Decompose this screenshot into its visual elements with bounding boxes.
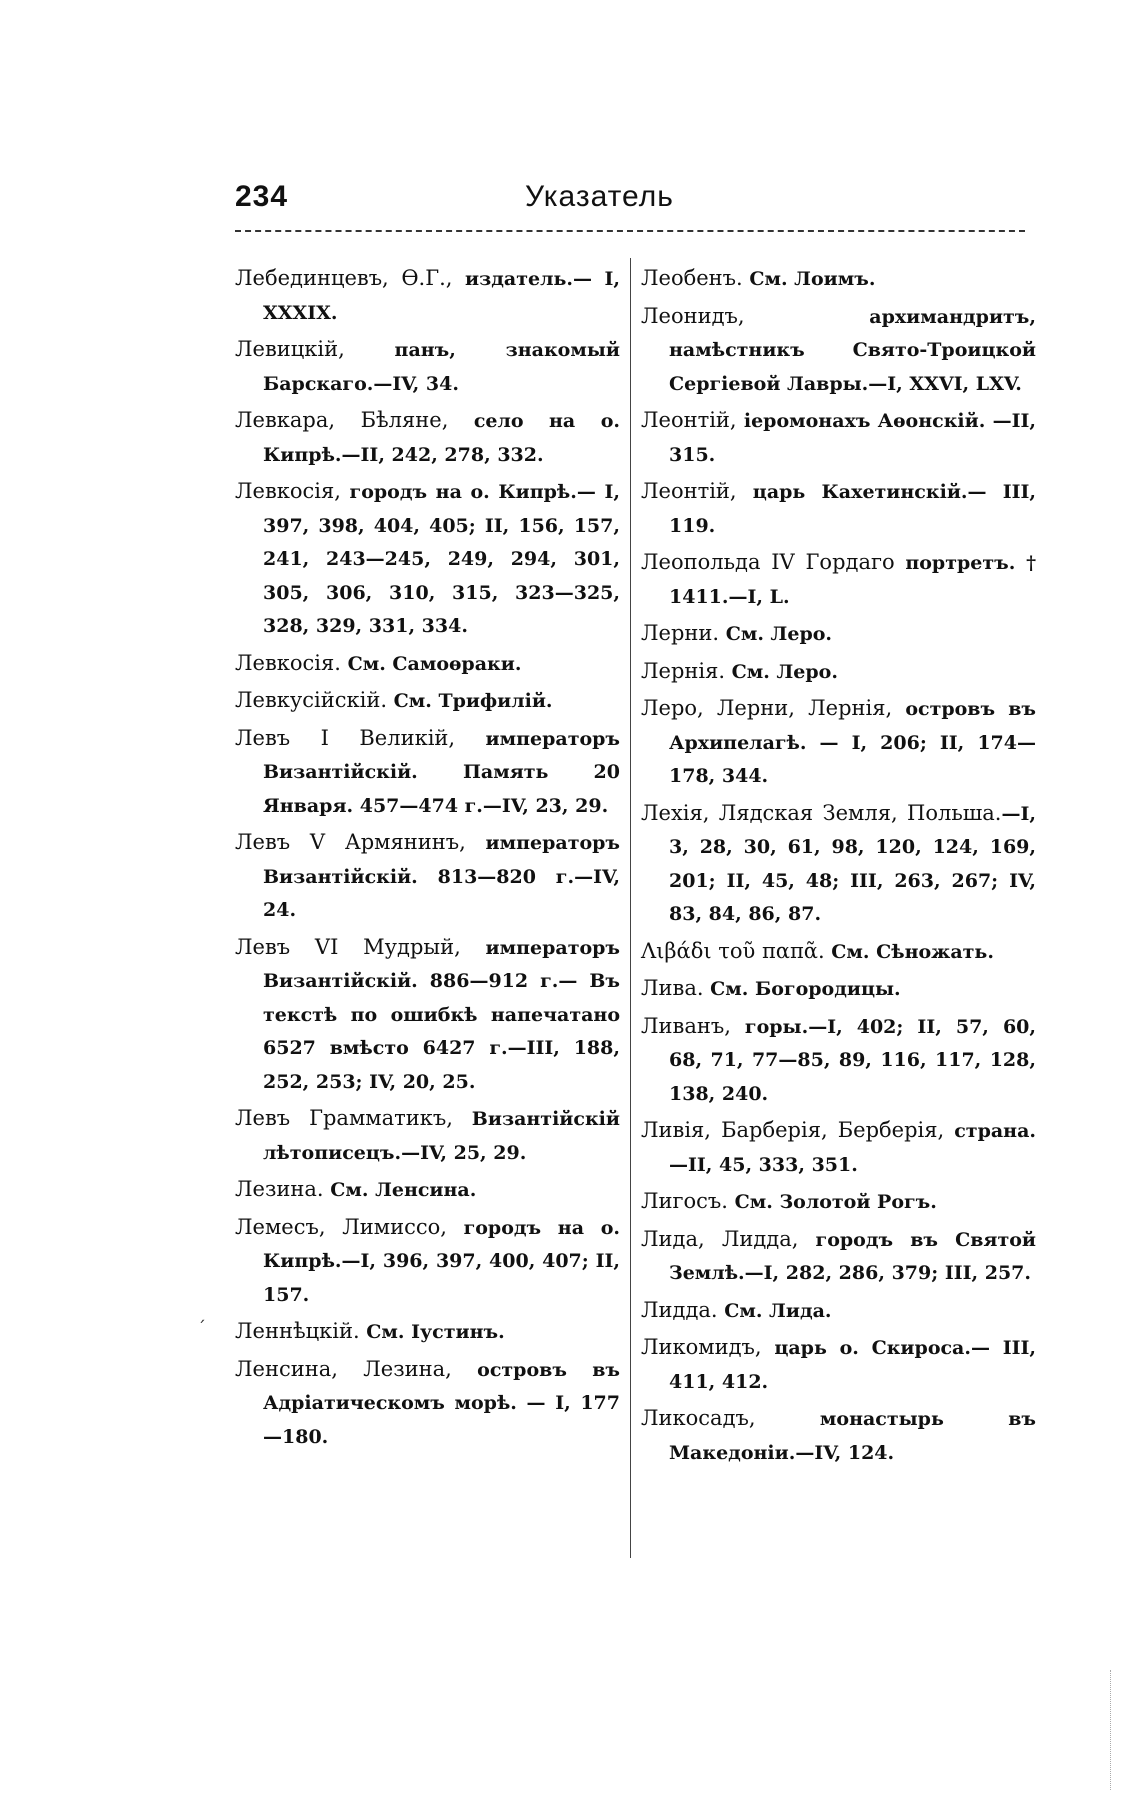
entry-body: панъ, знакомый Барскаго.—IV, 34. bbox=[263, 339, 620, 395]
entry-body: горы.—I, 402; II, 57, 60, 68, 71, 77—85, 89, 116, 117, 128, 138, 240. bbox=[669, 1015, 1036, 1105]
entry-body: См. Богородицы. bbox=[703, 978, 901, 1000]
entry-headword: Леопольда IV Гордаго bbox=[641, 550, 895, 574]
entry-body: островъ въ Адріатическомъ морѣ. — I, 177—180. bbox=[263, 1358, 620, 1448]
index-entry bbox=[641, 262, 1036, 296]
entry-headword: Леонидъ, bbox=[641, 303, 745, 328]
entry-headword: Левкосія. bbox=[235, 650, 341, 675]
entry-headword: Ливанъ, bbox=[641, 1013, 731, 1038]
index-entry bbox=[641, 404, 1036, 471]
entry-headword: Лезина. bbox=[235, 1177, 324, 1201]
entry-body: См. Леро. bbox=[725, 660, 838, 683]
index-entry bbox=[235, 1102, 620, 1169]
page-header bbox=[235, 180, 1025, 220]
index-entry bbox=[641, 1294, 1036, 1328]
stray-mark: ´ bbox=[197, 1318, 206, 1339]
entry-headword: Лигосъ. bbox=[641, 1189, 728, 1213]
index-entry bbox=[235, 722, 620, 823]
entry-headword: Левкусійскій. bbox=[235, 688, 388, 712]
entry-headword: Лерни. bbox=[641, 621, 720, 645]
left-column bbox=[235, 262, 620, 1457]
entry-body: императоръ Византійскій. Память 20 Января. 457—474 г.—IV, 23, 29. bbox=[263, 727, 620, 817]
entry-headword: Лива. bbox=[641, 976, 704, 1000]
page-number: 234 bbox=[235, 180, 289, 213]
entry-body: императоръ Византійскій. 813—820 г.—IV, 24. bbox=[263, 832, 620, 921]
header-rule bbox=[235, 230, 1025, 232]
entry-body: царь Кахетинскій.— III, 119. bbox=[669, 481, 1036, 537]
index-entry bbox=[235, 647, 620, 681]
entry-body: См. Сѣножать. bbox=[824, 940, 994, 963]
entry-headword: Левкосія, bbox=[235, 479, 341, 503]
column-divider bbox=[630, 258, 631, 1558]
entry-headword: Λιβάδι τοῦ παπᾶ. bbox=[641, 938, 825, 963]
entry-body: См. Самоѳраки. bbox=[340, 652, 522, 675]
entry-headword: Левкара, Бѣляне, bbox=[235, 408, 449, 432]
entry-headword: Ликомидъ, bbox=[641, 1335, 762, 1359]
entry-headword: Левицкій, bbox=[235, 337, 345, 361]
entry-body: островъ въ Архипелагѣ. — I, 206; II, 174—178, 344. bbox=[669, 698, 1036, 787]
index-entry bbox=[641, 972, 1036, 1006]
entry-body: императоръ Византійскій. 886—912 г.— Въ текстѣ по ошибкѣ напечатано 6527 вмѣсто 6427 г.—III, 188, 252, 253; IV, 20, 25. bbox=[263, 936, 620, 1093]
index-entry bbox=[641, 617, 1036, 651]
entry-body: См. Іустинъ. bbox=[359, 1321, 505, 1343]
entry-body: іеромонахъ Аѳонскій. —II, 315. bbox=[669, 410, 1036, 466]
entry-body: архимандритъ, намѣстникъ Свято-Троицкой Сергіевой Лавры.—I, XXVI, LXV. bbox=[669, 305, 1036, 395]
index-entry bbox=[235, 1173, 620, 1207]
entry-body: Византійскій лѣтописецъ.—IV, 25, 29. bbox=[263, 1108, 620, 1164]
entry-headword: Леро, Лерни, Лернія, bbox=[641, 696, 893, 720]
entry-body: См. Ленсина. bbox=[323, 1179, 477, 1201]
entry-headword: Левъ VI Мудрый, bbox=[235, 934, 461, 959]
entry-headword: Лидда. bbox=[641, 1297, 718, 1322]
entry-headword: Лебединцевъ, Ѳ.Г., bbox=[235, 266, 453, 290]
index-entry bbox=[641, 692, 1036, 793]
index-entry bbox=[641, 1402, 1036, 1469]
entry-headword: Ленсина, Лезина, bbox=[235, 1356, 452, 1381]
entry-headword: Леонтій, bbox=[641, 479, 737, 503]
entry-headword: Леонтій, bbox=[641, 408, 737, 432]
entry-headword: Левъ I Великій, bbox=[235, 725, 456, 750]
index-entry bbox=[235, 1211, 620, 1312]
entry-body: городъ въ Святой Землѣ.—I, 282, 286, 379; III, 257. bbox=[669, 1228, 1036, 1284]
index-entry bbox=[641, 475, 1036, 542]
index-entry bbox=[235, 475, 620, 643]
entry-headword: Лехія, Лядская Земля, Польша. bbox=[641, 800, 1002, 825]
index-entry bbox=[641, 1223, 1036, 1290]
entry-body: издатель.— I, XXXIX. bbox=[263, 268, 620, 324]
index-entry bbox=[235, 1315, 620, 1349]
index-entry bbox=[641, 546, 1036, 613]
entry-headword: Лида, Лидда, bbox=[641, 1226, 799, 1251]
entry-headword: Ликосадъ, bbox=[641, 1406, 756, 1430]
entry-body: См. Леро. bbox=[719, 623, 833, 645]
entry-headword: Лемесъ, Лимиссо, bbox=[235, 1214, 447, 1239]
entry-headword: Леобенъ. bbox=[641, 266, 743, 290]
right-column bbox=[641, 262, 1036, 1473]
entry-body: царь о. Скироса.— III, 411, 412. bbox=[669, 1337, 1036, 1393]
index-entry bbox=[235, 333, 620, 400]
entry-headword: Лернія. bbox=[641, 658, 726, 683]
index-entry bbox=[641, 1185, 1036, 1219]
entry-headword: Левъ V Армянинъ, bbox=[235, 830, 466, 854]
entry-body: См. Золотой Рогъ. bbox=[727, 1191, 937, 1213]
index-entry bbox=[235, 684, 620, 718]
index-entry bbox=[641, 300, 1036, 401]
running-title: Указатель bbox=[525, 180, 674, 213]
index-entry bbox=[235, 262, 620, 329]
index-entry bbox=[235, 1353, 620, 1454]
entry-body: городъ на о. Кипрѣ.— I, 397, 398, 404, 405; II, 156, 157, 241, 243—245, 249, 294, 301, 305, 306, 310, 315, 323—325, 328, 329, 331, 334. bbox=[263, 481, 620, 637]
entry-body: См. Лоимъ. bbox=[742, 268, 876, 290]
edge-marks bbox=[1110, 1670, 1111, 1790]
entry-headword: Ливія, Барберія, Берберія, bbox=[641, 1118, 945, 1142]
entry-body: село на о. Кипрѣ.—II, 242, 278, 332. bbox=[263, 410, 620, 466]
index-entry bbox=[641, 1010, 1036, 1111]
index-entry bbox=[235, 931, 620, 1099]
entry-body: монастырь въ Македоніи.—IV, 124. bbox=[669, 1408, 1036, 1464]
entry-body: —I, 3, 28, 30, 61, 98, 120, 124, 169, 201; II, 45, 48; III, 263, 267; IV, 83, 84, 86, 87. bbox=[669, 802, 1036, 925]
entry-headword: Леннѣцкій. bbox=[235, 1319, 360, 1343]
index-entry bbox=[641, 1114, 1036, 1181]
index-entry bbox=[641, 935, 1036, 969]
entry-headword: Левъ Грамматикъ, bbox=[235, 1106, 453, 1130]
index-entry bbox=[235, 404, 620, 471]
entry-body: городъ на о. Кипрѣ.—I, 396, 397, 400, 407; II, 157. bbox=[263, 1216, 620, 1306]
entry-body: страна.—II, 45, 333, 351. bbox=[669, 1120, 1036, 1176]
index-entry bbox=[641, 1331, 1036, 1398]
index-entry bbox=[235, 826, 620, 927]
entry-body: См. Лида. bbox=[717, 1299, 832, 1322]
entry-body: портретъ. † 1411.—I, L. bbox=[669, 552, 1036, 608]
index-entry bbox=[641, 655, 1036, 689]
entry-body: См. Трифилій. bbox=[387, 690, 553, 712]
index-entry bbox=[641, 797, 1036, 931]
